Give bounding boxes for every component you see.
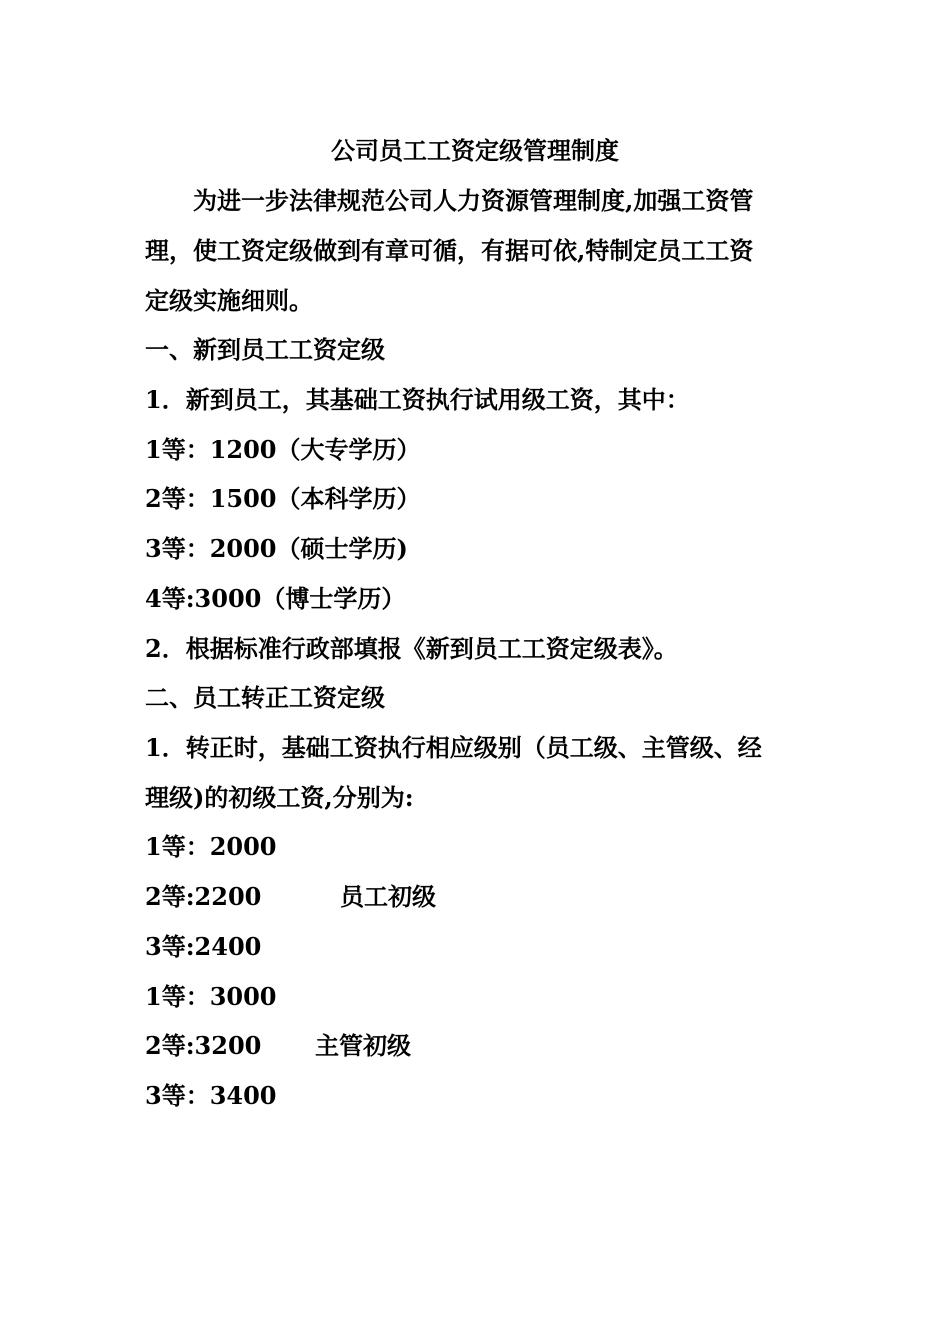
manager-level-label: 主管初级 [315,1031,411,1060]
section1-grade-2: 2等：1500（本科学历） [145,484,421,513]
manager-grade-2: 2等:3200 [145,1031,262,1060]
intro-line-1: 为进一步法律规范公司人力资源管理制度,加强工资管 [193,186,754,215]
section1-item1: 1．新到员工，其基础工资执行试用级工资，其中： [145,385,690,414]
section2-item1-line-2: 理级)的初级工资,分别为: [145,783,414,812]
staff-grade-1: 1等：2000 [145,832,277,861]
staff-grade-3: 3等:2400 [145,932,262,961]
section1-heading: 一、新到员工工资定级 [145,335,385,364]
staff-level-label: 员工初级 [340,882,436,911]
staff-grade-2: 2等:2200 [145,882,262,911]
manager-grade-1: 1等：3000 [145,982,277,1011]
intro-line-2: 理，使工资定级做到有章可循，有据可依,特制定员工工资 [145,236,754,265]
section2-heading: 二、员工转正工资定级 [145,683,385,712]
section1-grade-3: 3等：2000（硕士学历) [145,534,408,563]
document-title: 公司员工工资定级管理制度 [331,136,619,165]
section1-item2: 2．根据标准行政部填报《新到员工工资定级表》。 [145,634,678,663]
manager-grade-3: 3等：3400 [145,1081,277,1110]
section2-item1-line-1: 1．转正时，基础工资执行相应级别（员工级、主管级、经 [145,733,762,762]
section1-grade-4: 4等:3000（博士学历） [145,584,406,613]
section1-grade-1: 1等：1200（大专学历） [145,435,421,464]
intro-line-3: 定级实施细则。 [145,286,313,315]
